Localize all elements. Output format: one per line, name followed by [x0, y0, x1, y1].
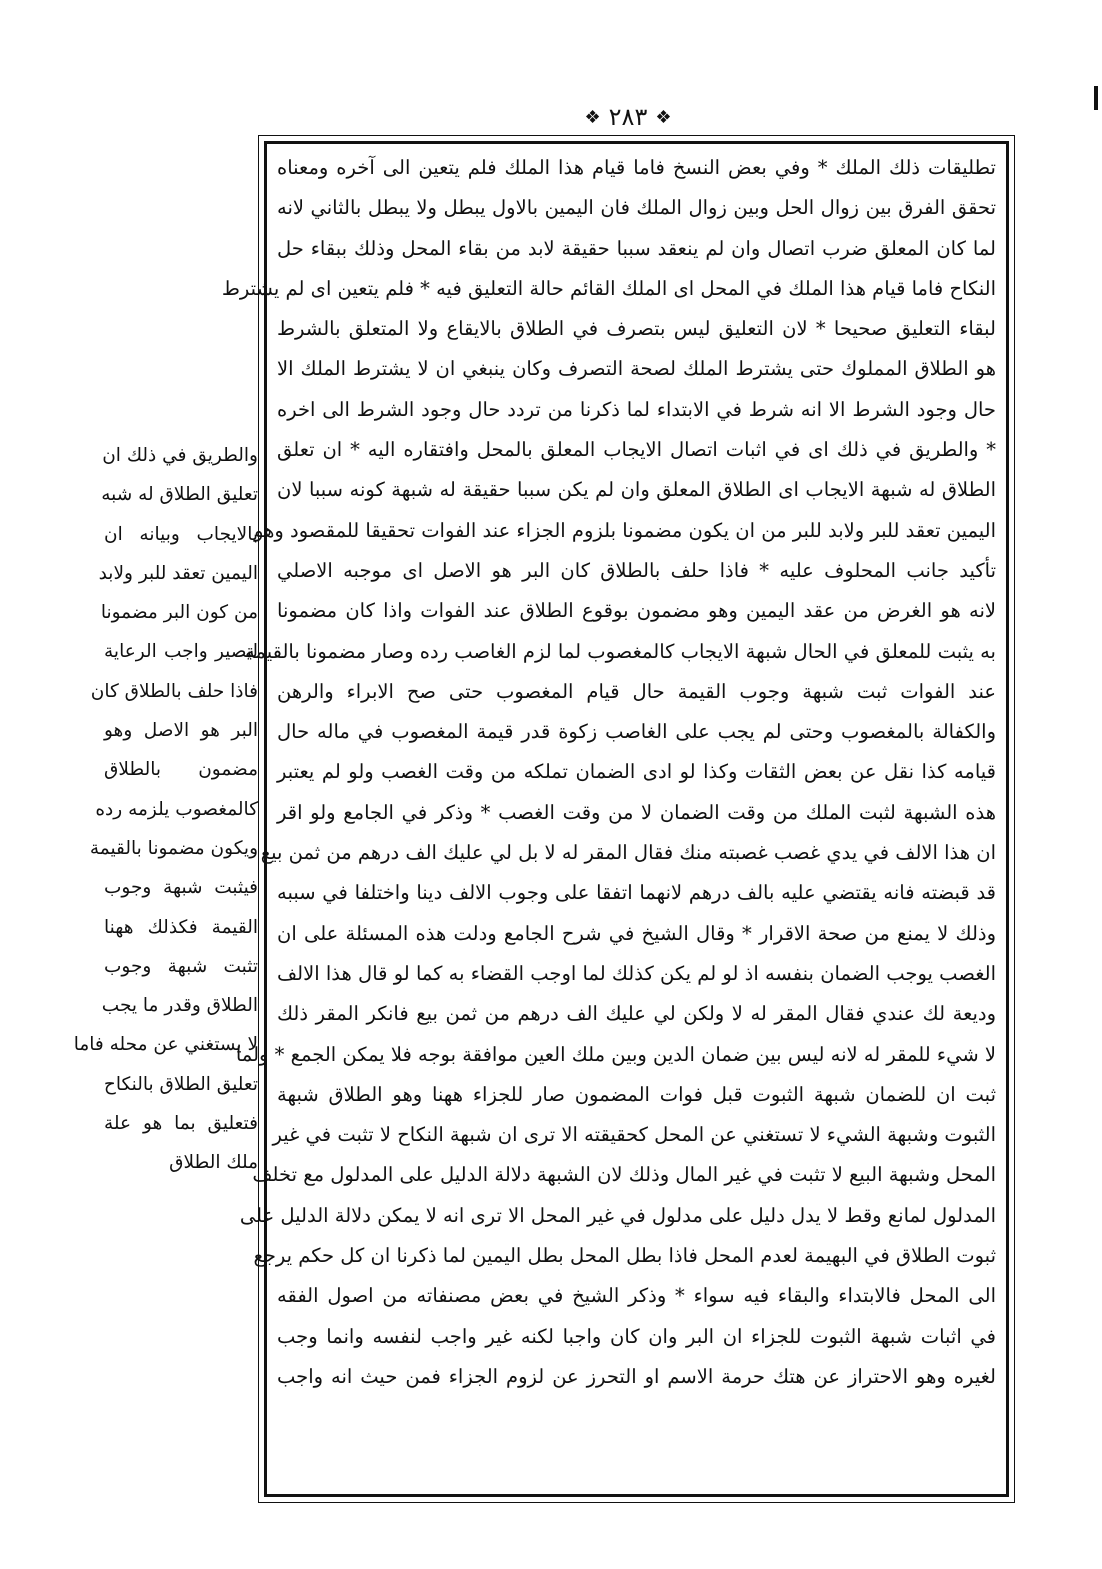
main-text-line: حال وجود الشرط الا انه شرط في الابتداء لما ذكرنا من تردد حال وجود الشرط الى اخره [277, 397, 996, 421]
main-text-line: لانه هو الغرض من عقد اليمين وهو مضمون بوقوع الطلاق عند الفوات واذا كان مضمونا [277, 599, 996, 623]
main-text-line: ثبت ان للضمان شبهة الثبوت قبل فوات المضمون صار للجزاء ههنا وهو الطلاق شبهة [277, 1082, 996, 1106]
main-text-line: في اثبات شبهة الثبوت للجزاء ان البر وان كان واجبا لكنه غير واجب لنفسه وانما وجب [277, 1324, 996, 1348]
main-text-line: قد قبضته فانه يقتضي عليه بالف درهم لانهما اتفقا على وجوب الالف دينا واختلفا في سببه [277, 881, 996, 905]
margin-note-line: لا يستغني عن محله فاما [73, 1034, 258, 1056]
main-text-line: والكفالة بالمغصوب وحتى لم يجب على الغاصب زكوة قدر قيمة المغصوب في ماله حال [277, 720, 996, 744]
main-text-line: به يثبت للمعلق في الحال شبهة الايجاب كالمغصوب لما لزم الغاصب رده وصار مضمونا بالقيمة [245, 639, 996, 663]
main-text-frame [221, 135, 1015, 1503]
ornament-left-icon: ❖ [584, 106, 601, 128]
main-text-line: لا شيء للمقر له لانه ليس بين ضمان الدين وبين ملك العين موافقة بوجه فلا يمكن الجمع * ولما [235, 1042, 996, 1066]
margin-note [73, 436, 258, 1183]
main-text-line: قيامه كذا نقل عن بعض الثقات وكذا لو ادى الضمان تملكه من وقت الغصب ولو لم يعتبر [277, 760, 996, 784]
margin-note-line: اليمين تعقد للبر ولابد [98, 562, 258, 584]
margin-note-line: القيمة فكذلك ههنا [104, 916, 258, 938]
main-text-line: عند الفوات ثبت شبهة وجوب القيمة حال قيام المغصوب حتى صح الابراء والرهن [277, 679, 996, 703]
margin-note-line: مضمون بالطلاق [104, 759, 258, 781]
page-number-header [578, 100, 678, 134]
main-text-line: تأكيد جانب المحلوف عليه * فاذا حلف بالطلاق كان البر هو الاصل اى موجبه الاصلي [277, 558, 996, 582]
main-text-line: هو الطلاق المملوك حتى يشترط الملك لصحة التصرف وكان ينبغي ان لا يشترط الملك الا [277, 357, 996, 381]
margin-note-line: فتعليق بما هو علة [104, 1113, 258, 1135]
margin-note-line: ويكون مضمونا بالقيمة [89, 837, 258, 859]
page-number: ٢٨٣ [608, 103, 648, 131]
main-text-line: وديعة لك عندي فقال المقر له لا ولكن لي عليك الف درهم من ثمن بيع فانكر المقر ذلك [277, 1002, 996, 1026]
main-text-line: الغصب يوجب الضمان بنفسه اذ لو لم يكن كذلك لما اوجب القضاء به كما لو قال هذا الالف [277, 961, 996, 985]
margin-note-line: تعليق الطلاق له شبه [101, 484, 258, 506]
margin-note-line: ليصير واجب الرعاية [104, 641, 258, 663]
margin-note-line: تعليق الطلاق بالنكاح [103, 1073, 258, 1095]
main-text-line: تطليقات ذلك الملك * وفي بعض النسخ فاما قيام هذا الملك فلم يتعين الى آخره ومعناه [277, 156, 996, 179]
margin-note-line: تثبت شبهة وجوب [104, 955, 258, 977]
main-text-line: ثبوت الطلاق في البهيمة لعدم المحل فاذا بطل المحل بطل اليمين لما ذكرنا ان كل حكم يرجع [253, 1244, 996, 1268]
main-text-line: لما كان المعلق ضرب اتصال وان لم ينعقد سببا حقيقة لابد من بقاء المحل وذلك ببقاء حل [277, 236, 996, 260]
margin-note-line: بالايجاب وبيانه ان [104, 523, 258, 545]
main-text-line: المدلول لمانع وقط لا يدل دليل على مدلول في غير المحل الا ترى انه لا يمكن دلالة الدليل على [239, 1203, 996, 1227]
page-edge-mark [1094, 86, 1098, 110]
margin-note-line: الطلاق وقدر ما يجب [101, 995, 258, 1017]
main-text-line: النكاح فاما قيام هذا الملك في المحل اى الملك القائم حالة التعليق فيه * فلم يتعين اى لم يشترط [221, 276, 996, 300]
main-text-line: الطلاق له شبهة الايجاب اى الطلاق المعلق وان لم يكن سببا حقيقة له شبهة كونه سببا لان [277, 478, 996, 502]
main-text-line: * والطريق في ذلك اى في اثبات اتصال الايجاب المعلق بالمحل وافتقاره اليه * ان تعلق [277, 438, 996, 462]
main-text-line: اليمين تعقد للبر ولابد للبر من ان يكون مضمونا بلزوم الجزاء عند الفوات تحقيقا للمقصود وهو [254, 518, 996, 542]
main-text-line: الثبوت وشبهة الشيء لا تستغني عن المحل كحقيقته الا ترى ان شبهة النكاح لا تثبت في غير [272, 1123, 996, 1147]
margin-note-line: ملك الطلاق [169, 1152, 258, 1174]
main-text-line: الى المحل فالابتداء والبقاء فيه سواء * وذكر الشيخ في بعض مصنفاته من اصول الفقه [277, 1284, 996, 1308]
margin-note-line: والطريق في ذلك ان [102, 445, 258, 466]
ornament-right-icon: ❖ [655, 106, 672, 128]
main-text-line: لبقاء التعليق صحيحا * لان التعليق ليس بتصرف في الطلاق بالايقاع ولا المتعلق بالشرط [277, 317, 996, 341]
main-text-line: وذلك لا يمنع من صحة الاقرار * وقال الشيخ في شرح الجامع ودلت هذه المسئلة على ان [277, 921, 996, 945]
main-text-line: هذه الشبهة لثبت الملك من وقت الضمان لا من وقت الغصب * وذكر في الجامع ولو اقر [277, 800, 996, 824]
margin-note-line: فاذا حلف بالطلاق كان [90, 680, 258, 702]
main-text-line: تحقق الفرق بين زوال الحل وبين زوال الملك فان اليمين بالاول يبطل ولا يبطل بالثاني لانه [277, 196, 996, 220]
margin-note-line: كالمغصوب يلزمه رده [95, 798, 258, 820]
main-text-body [221, 148, 996, 1397]
main-text-inner-frame [221, 141, 1009, 1497]
margin-note-line: فيثبت شبهة وجوب [104, 877, 258, 899]
margin-note-line: البر هو الاصل وهو [104, 720, 258, 742]
margin-note-line: من كون البر مضمونا [100, 602, 258, 624]
main-text-line: ان هذا الالف في يدي غصب غصبته منك فقال المقر له لا بل لي عليك الف درهم من ثمن بيع [260, 841, 996, 865]
main-text-line: المحل وشبهة البيع لا تثبت في غير المال وذلك لان الشبهة دلالة الدليل على المدلول مع تخلف [252, 1163, 996, 1187]
main-text-line: لغيره وهو الاحتراز عن هتك حرمة الاسم او التحرز عن لزوم الجزاء فمن حيث انه واجب [277, 1364, 996, 1388]
